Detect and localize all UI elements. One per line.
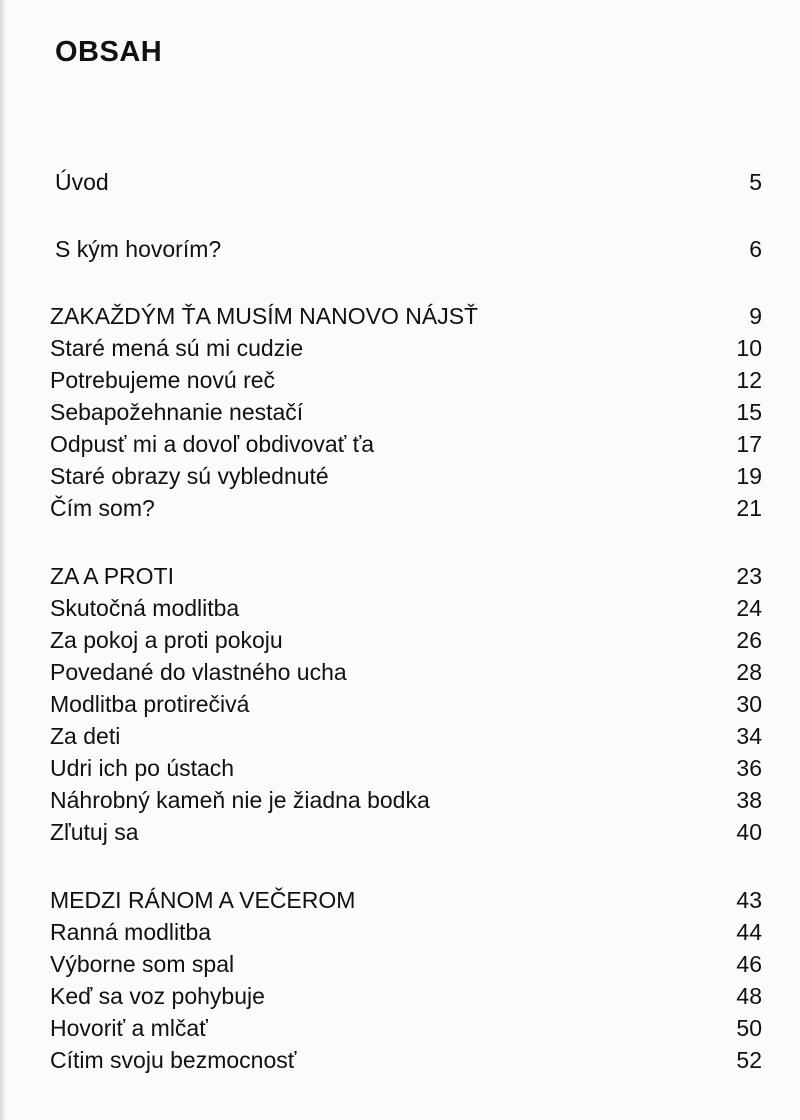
entry-title: Odpusť mi a dovoľ obdivovať ťa [50,430,375,457]
section-heading-row [50,884,762,916]
toc-row [50,166,762,198]
entry-page-number: 26 [736,626,762,653]
entry-page-number: 9 [749,302,762,329]
toc-row [50,492,762,524]
entry-page-number: 48 [736,982,762,1009]
entry-page-number: 52 [736,1046,762,1073]
toc-row [50,948,762,980]
entry-title: Čím som? [50,494,155,521]
entry-page-number: 44 [736,918,762,945]
toc-row [50,396,762,428]
toc-row [50,624,762,656]
entry-page-number: 46 [736,950,762,977]
entry-title: Za pokoj a proti pokoju [50,626,283,653]
entry-page-number: 5 [749,168,762,195]
entry-title: S kým hovorím? [55,235,222,262]
toc-row [50,816,762,848]
entry-title: Staré obrazy sú vyblednuté [50,462,329,489]
entry-page-number: 40 [736,818,762,845]
entry-title: ZAKAŽDÝM ŤA MUSÍM NANOVO NÁJSŤ [50,302,479,329]
page-title: OBSAH [55,36,163,68]
toc-row [50,980,762,1012]
entry-page-number: 21 [736,494,762,521]
section-heading-row [50,560,762,592]
entry-page-number: 30 [736,690,762,717]
entry-page-number: 34 [736,722,762,749]
entry-title: Sebapožehnanie nestačí [50,398,304,425]
entry-title: Úvod [55,168,109,195]
entry-title: Skutočná modlitba [50,594,240,621]
toc-row [50,364,762,396]
entry-page-number: 43 [736,886,762,913]
toc-row [50,784,762,816]
toc-section [50,560,762,848]
entry-page-number: 50 [736,1014,762,1041]
page-edge-shadow [0,0,6,1120]
entry-title: Modlitba protirečivá [50,690,250,717]
entry-title: Za deti [50,722,121,749]
toc-row [50,916,762,948]
entry-title: MEDZI RÁNOM A VEČEROM [50,886,356,913]
entry-title: Udri ich po ústach [50,754,235,781]
toc-row [50,592,762,624]
entry-page-number: 23 [736,562,762,589]
entry-page-number: 24 [736,594,762,621]
toc-row [50,428,762,460]
table-of-contents [50,166,762,1112]
entry-title: Zľutuj sa [50,818,139,845]
entry-page-number: 12 [736,366,762,393]
toc-row [50,656,762,688]
entry-page-number: 15 [736,398,762,425]
entry-title: Povedané do vlastného ucha [50,658,347,685]
entry-page-number: 38 [736,786,762,813]
entry-page-number: 17 [736,430,762,457]
entry-page-number: 36 [736,754,762,781]
toc-row [50,752,762,784]
toc-section [50,300,762,524]
toc-entry [50,233,762,265]
entry-title: Potrebujeme novú reč [50,366,276,393]
toc-row [50,688,762,720]
toc-row [50,332,762,364]
entry-title: Keď sa voz pohybuje [50,982,265,1009]
entry-title: Staré mená sú mi cudzie [50,334,304,361]
entry-title: ZA A PROTI [50,562,174,589]
entry-title: Cítim svoju bezmocnosť [50,1046,297,1073]
section-heading-row [50,300,762,332]
entry-page-number: 6 [749,235,762,262]
toc-row [50,1044,762,1076]
entry-title: Hovoriť a mlčať [50,1014,208,1041]
entry-title: Náhrobný kameň nie je žiadna bodka [50,786,430,813]
entry-page-number: 19 [736,462,762,489]
toc-row [50,460,762,492]
toc-row [50,233,762,265]
entry-page-number: 10 [736,334,762,361]
toc-row [50,720,762,752]
entry-title: Ranná modlitba [50,918,212,945]
entry-title: Výborne som spal [50,950,235,977]
toc-row [50,1012,762,1044]
toc-section [50,884,762,1076]
entry-page-number: 28 [736,658,762,685]
toc-entry [50,166,762,198]
